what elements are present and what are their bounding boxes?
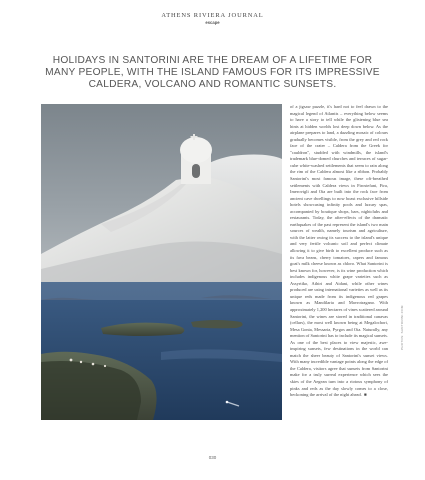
chapel-domes-photo bbox=[41, 104, 282, 282]
caldera-aerial-photo bbox=[41, 282, 282, 420]
article-headline: HOLIDAYS IN SANTORINI ARE THE DREAM OF A LIFETIME FOR MANY PEOPLE, WITH THE ISLAND FAMOUS FOR ITS IMPRESSIVE CALDERA, VOLCANO AND ROMANTIC SUNSETS. bbox=[45, 55, 380, 91]
magazine-title: ATHENS RIVIERA JOURNAL bbox=[161, 12, 264, 19]
article-body-text: of a jigsaw puzzle, it's hard not to feel drawn to the magical legend of Atlantis – everything below seems to have a story to tell while the glistening blue sea hints at hidden worlds lost deep down below. As the airplane prepares to land, a dazzling mosaic of colours gradually becomes visible, from the grey and red rock face of the crater – Caldera from the Greek for "cauldron", studded with windmills, the island's trademark blue-domed churches and terraces of sugar-cube white-washed settlements that seem to rain along the rim of the Caldera almost like a ribbon. Probably Santorini's most famous image, these oft-breathed settlements with Caldera views in Firostefani, Fira, Imerovigli and Oia are built into the rock face from ancient cave dwellings to now boast exclusive hillside hotels showcasing infinity pools and luxury spas, accompanied by boutique shops, bars, nightclubs and restaurants. Today, the after-effects of the dramatic earthquakes of the past represent the island's two main sources of wealth, namely tourism and agriculture, with the latter owing its success to the island's unique and very fertile volcanic soil and perfect climate allowing it to give birth to excellent produce such as its fava beans, cherry tomatoes, capers and famous goat's milk cheese known as chloro. What Santorini is best known for, however, is its wine production which includes indigenous white grape varieties such as Assyrtiko, Athiri and Aidani, while other wines produced are using international varieties as well as its unique reds made from its indigenous red grapes known as Mandilaria and Mavrotragano. With approximately 1,200 hectares of vines scattered around Santorini, the wines are stored in traditional canavas (cellars), the most well known being at Megalochori, Mesa Gonia, Messaria, Pyrgos and Oia. Naturally, any mention of Santorini has to include its magical sunsets. As one of the best places to view majestic, awe-inspiring sunsets, few destinations in the world can match the sheer beauty of Santorini's sunset views. With many incredible vantage points along the edge of the Caldera, visitors agree that sunsets from Santorini make for a truly surreal experience which sees the skies of the Aegean turn into a riotous symphony of pinks and reds as the day slowly comes to a close, beckoning the arrival of the night ahead. bbox=[290, 104, 388, 398]
end-of-article-mark: ■ bbox=[363, 392, 367, 398]
section-label: escape bbox=[205, 20, 220, 25]
article-body bbox=[290, 104, 388, 399]
page-number: 030 bbox=[208, 455, 217, 460]
photo-credit: PHOTOS: SANTORINI.COM bbox=[400, 305, 404, 350]
masthead bbox=[0, 12, 425, 25]
